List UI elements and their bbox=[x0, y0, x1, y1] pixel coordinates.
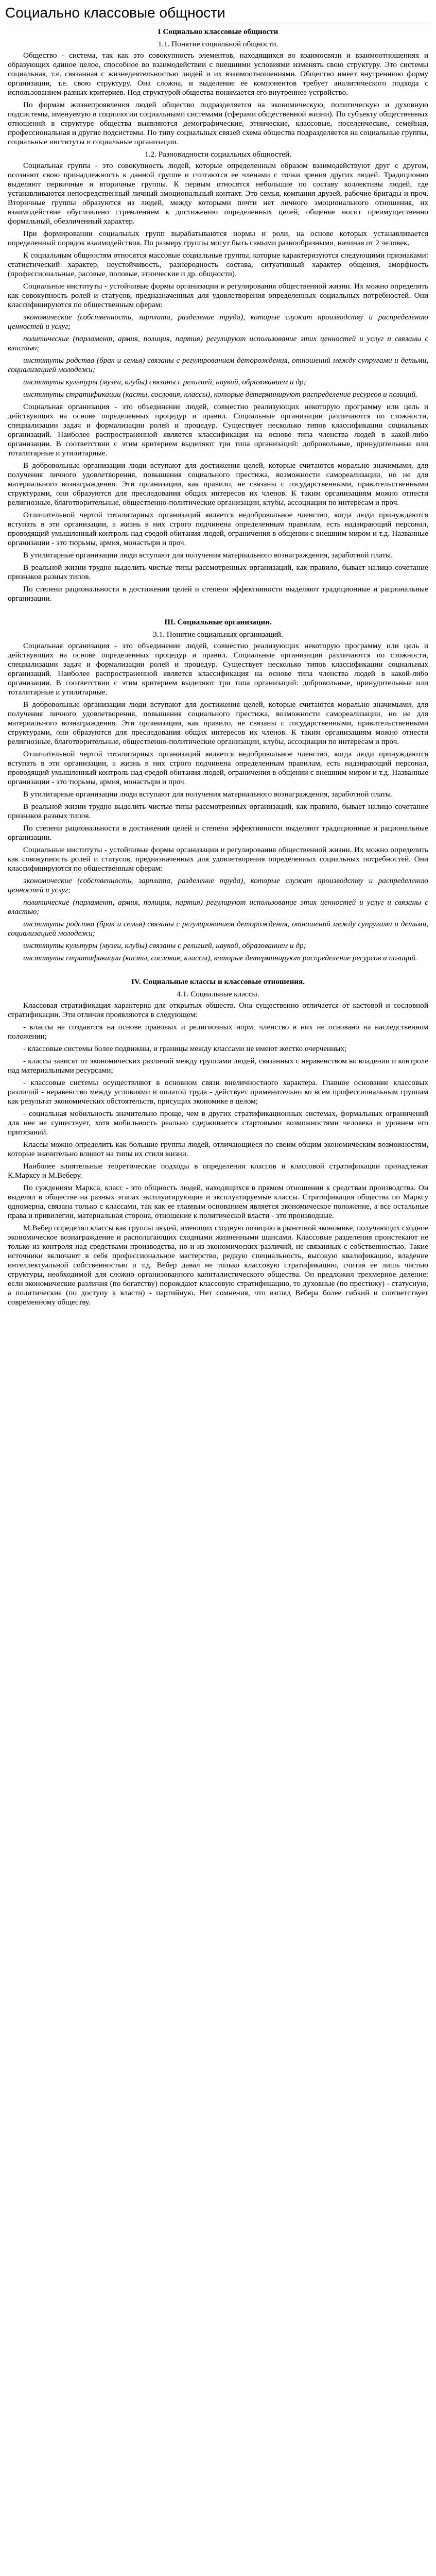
paragraph: Классы можно определить как большие группы людей, отличающиеся по своим общим экономическим возможностям, которые значительно влияют на типы их стиля жизни. bbox=[8, 1140, 428, 1158]
paragraph: В реальной жизни трудно выделить чистые типы рассмотренных организаций, как правило, бывает налицо сочетание признаков разных типов. bbox=[8, 802, 428, 820]
paragraph: В добровольные организации люди вступают для достижения целей, которые считаются морально значимыми, для получения личного удовлетворения, повышения социального престижа, возможности самореализации, но не для материального вознаграждения. Эти организации, как правило, не связаны с государственными, правительственными структурами, они образуются для преследования общих интересов их членов. К таким организациям можно отнести религиозные, благотворительные, общественно-политические организации, клубы, ассоциации по интересам и проч. bbox=[8, 461, 428, 507]
paragraph: В реальной жизни трудно выделить чистые типы рассмотренных организаций, как правило, бывает налицо сочетание признаков разных типов. bbox=[8, 563, 428, 581]
paragraph: политические (парламент, армия, полиция, партия) регулируют использование этих ценностей и услуг и связаны с властью; bbox=[8, 334, 428, 352]
subsection-heading: 1.1. Понятие социальной общности. bbox=[158, 40, 278, 48]
paragraph: При формировании социальных групп вырабатываются нормы и роли, на основе которых устанавливается определенный порядок взаимодействия. По размеру группы могут быть самыми разнообразными, начиная от 2 человек. bbox=[8, 229, 428, 247]
paragraph: По суждениям Маркса, класс - это общность людей, находящихся в прямом отношении к средствам производства. Он выделял в обществе на разных этапах эксплуатирующие и эксплуатируемые классы. Стратификация общества по Марксу одномерна, связана только с классами, так как ее главным основанием является экономическое положение, а все остальные права и привилегии, материальная сторона, отношение к политической власти - это производные. bbox=[8, 1183, 428, 1220]
paragraph: - классовые системы осуществляют в основном связи внеличностного характера. Главное основание классовых различий - неравенство между условиями и оплатой труда - действует применительно ко всем профессиональным группам как результат экономических обстоятельств, присущих экономике в целом; bbox=[8, 1078, 428, 1106]
paragraph: Социальная организация - это объединение людей, совместно реализующих некоторую программу или цель и действующих на основе определенных процедур и правил. Социальные организации различаются по сложности, специализации задач и формализации ролей и процедур. Существует несколько типов классификации социальных организаций. Наиболее распространенной является классификация на основе типа членства людей в какой-либо организации. В соответствии с этим критерием выделяют три типа организаций: добровольные, принудительные или тоталитарные и утилитарные. bbox=[8, 402, 428, 457]
subsection-heading: 3.1. Понятие социальных организаций. bbox=[153, 630, 283, 639]
section-heading: IV. Социальные классы и классовые отношения. bbox=[131, 977, 305, 986]
paragraph: В утилитарные организации люди вступают для получения материального вознаграждения, заработной платы. bbox=[23, 790, 393, 799]
paragraph: Общество - система, так как это совокупность элементов, находящихся во взаимосвязи и взаимоотношениях и образующих единое целое, способное во взаимодействии с внешними условиями изменять свою структуру. Это системы социальная, т.е. связанная с жизнедеятельностью людей и их взаимоотношениями. Общество имеет внутреннюю форму организации, т.е. свою структуру. Она сложна, и выделение ее компонентов требует аналитического подхода с использованием разных критериев. Под структурой общества понимается его внутреннее устройство. bbox=[8, 51, 428, 97]
paragraph: экономические (собственность, зарплата, разделение труда), которые служат производству и распределению ценностей и услуг; bbox=[8, 876, 428, 894]
paragraph: М.Вебер определял классы как группы людей, имеющих сходную позицию в рыночной экономике, получающих сходное экономическое вознаграждение и располагающих сходными жизненными шансами. Классовые разделения проистекают не только из контроля над средствами производства, но и из экономических различий, не связанных с собственностью. Такие источники включают в себя профессиональное мастерство, редкую специальность, высокую квалификацию, владение интеллектуальной собственностью и т.д. Вебер давал не только классовую стратификацию, считая ее лишь частью структуры, необходимой для сложно организованного капиталистического общества. Он предложил трехмерное деление: если экономические различия (по богатству) порождают классовую стратификацию, то духовные (по престижу) - статусную, а политические (по доступу к власти) - партийную. Нет сомнения, что взгляд Вебера более гибкий и соответствует современному обществу. bbox=[8, 1224, 428, 1307]
paragraph: Социальные институты - устойчивые формы организации и регулирования общественной жизни. Их можно определить как совокупность ролей и статусов, предназначенных для удовлетворения определенных социальных потребностей. Они классифицируются по общественным сферам: bbox=[8, 845, 428, 873]
paragraph: В утилитарные организации люди вступают для получения материального вознаграждения, заработной платы. bbox=[23, 551, 393, 560]
page-title: Социально классовые общности bbox=[5, 5, 225, 21]
paragraph: институты культуры (музеи, клубы) связаны с религией, наукой, образованием и др; bbox=[23, 378, 306, 386]
paragraph: В добровольные организации люди вступают для достижения целей, которые считаются морально значимыми, для получения личного удовлетворения, повышения социального престижа, возможности самореализации, но не для материального вознаграждения. Эти организации, как правило, не связаны с государственными, правительственными структурами, они образуются для преследования общих интересов их членов. К таким организациям можно отнести религиозные, благотворительные, общественно-политические организации, клубы, ассоциации по интересам и проч. bbox=[8, 700, 428, 746]
paragraph: Социальная группа - это совокупность людей, которые определенным образом взаимодействуют друг с другом, осознают свою принадлежность к данной группе и считаются ее членами с точки зрения других людей. Традиционно выделяют первичные и вторичные группы. К первым относятся небольшие по составу коллективы людей, где устанавливаются непосредственный личный эмоциональный контакт. Это семья, компания друзей, рабочие бригады и проч. Вторичные группы образуются из людей, между которыми почти нет личного эмоционального отношения, их взаимодействие обусловлено стремлением к достижению определенных целей, общение носит преимущественно формальный, обезличенный характер. bbox=[8, 161, 428, 226]
paragraph: По формам жизнепроявления людей общество подразделяется на экономическую, политическую и духовную подсистемы, именуемую в социологии социальными системами (сферами общественной жизни). По субъекту общественных отношений в структуре общества выявляются демографические, этнические, классовые, поселенческие, семейная, профессиональная и другие подсистемы. По типу социальных связей схема общества подразделяется на социальные группы, социальные институты и социальные организации. bbox=[8, 100, 428, 146]
paragraph: - социальная мобильность значительно проще, чем в других стратификационных системах, формальных ограничений для нее не существует, хотя мобильность реально сдерживается стартовыми возможностями человека и уровнем его притязаний. bbox=[8, 1109, 428, 1137]
paragraph: - классовые системы более подвижны, и границы между классами не имеют жестко очерченных; bbox=[23, 1044, 347, 1053]
paragraph: Отличительной чертой тоталитарных организаций является недобровольное членство, когда люди принуждаются вступать в эти организации, а жизнь в них строго подчинена определенным правилам, есть надзирающий персонал, проводящий умышленный контроль над средой обитания людей, ограничения в общении с внешним миром и т.д. Названные организации - это тюрьмы, армия, монастыри и проч. bbox=[8, 750, 428, 786]
subsection-heading: 1.2. Разновидности социальных общностей. bbox=[145, 150, 291, 159]
paragraph: Наиболее влиятельные теоретические подходы в определении классов и классовой стратификации принадлежат К.Марксу и М.Веберу. bbox=[8, 1162, 428, 1180]
paragraph: институты стратификации (касты, сословия, классы), которые детерминируют распределение ресурсов и позиций. bbox=[23, 390, 417, 399]
section-heading: I Социально классовые общности bbox=[158, 27, 278, 36]
paragraph: К социальным общностям относятся массовые социальные группы, которые характеризуются следующими признаками: статистический характер, неустойчивость, разнородность состава, ситуативный характер общения, аморфность (профессиональные, расовые, половые, этнические и др. общности). bbox=[8, 251, 428, 278]
paragraph: институты родства (брак и семья) связаны с регулированием деторождения, отношений между супругами и детьми, социализацией молодежи; bbox=[8, 356, 428, 374]
paragraph: По степени рациональности в достижении целей и степени эффективности выделяют традиционные и рациональные организации. bbox=[8, 585, 428, 603]
paragraph: институты культуры (музеи, клубы) связаны с религией, наукой, образованием и др; bbox=[23, 941, 306, 950]
paragraph: По степени рациональности в достижении целей и степени эффективности выделяют традиционные и рациональные организации. bbox=[8, 824, 428, 842]
paragraph: институты родства (брак и семья) связаны с регулированием деторождения, отношений между супругами и детьми, социализацией молодежи; bbox=[8, 920, 428, 938]
paragraph: политические (парламент, армия, полиция, партия) регулируют использование этих ценностей и услуг и связаны с властью; bbox=[8, 898, 428, 916]
paragraph: - классы зависят от экономических различий между группами людей, связанных с неравенством во владении и контроле над материальными ресурсами; bbox=[8, 1057, 428, 1075]
section-heading: III. Социальные организации. bbox=[164, 618, 272, 626]
document-body bbox=[0, 27, 436, 1307]
paragraph: - классы не создаются на основе правовых и религиозных норм, членство в них не основано на наследственном положении; bbox=[8, 1023, 428, 1041]
paragraph: экономические (собственность, зарплата, разделение труда), которые служат производству и распределению ценностей и услуг; bbox=[8, 313, 428, 331]
paragraph: Социальные институты - устойчивые формы организации и регулирования общественной жизни. Их можно определить как совокупность ролей и статусов, предназначенных для удовлетворения определенных социальных потребностей. Они классифицируются по общественным сферам: bbox=[8, 282, 428, 309]
paragraph: Классовая стратификация характерна для открытых обществ. Она существенно отличается от кастовой и сословной стратификации. Эти отличия проявляются в следующем: bbox=[8, 1001, 428, 1019]
subsection-heading: 4.1. Социальные классы. bbox=[177, 990, 259, 998]
paragraph: Отличительной чертой тоталитарных организаций является недобровольное членство, когда люди принуждаются вступать в эти организации, а жизнь в них строго подчинена определенным правилам, есть надзирающий персонал, проводящий умышленный контроль над средой обитания людей, ограничения в общении с внешним миром и т.д. Названные организации - это тюрьмы, армия, монастыри и проч. bbox=[8, 511, 428, 547]
paragraph: Социальная организация - это объединение людей, совместно реализующих некоторую программу или цель и действующих на основе определенных процедур и правил. Социальные организации различаются по сложности, специализации задач и формализации ролей и процедур. Существует несколько типов классификации социальных организаций. Наиболее распространенной является классификация на основе типа членства людей в какой-либо организации. В соответствии с этим критерием выделяют три типа организаций: добровольные, принудительные или тоталитарные и утилитарные. bbox=[8, 641, 428, 697]
paragraph: институты стратификации (касты, сословия, классы), которые детерминируют распределение ресурсов и позиций. bbox=[23, 954, 417, 962]
